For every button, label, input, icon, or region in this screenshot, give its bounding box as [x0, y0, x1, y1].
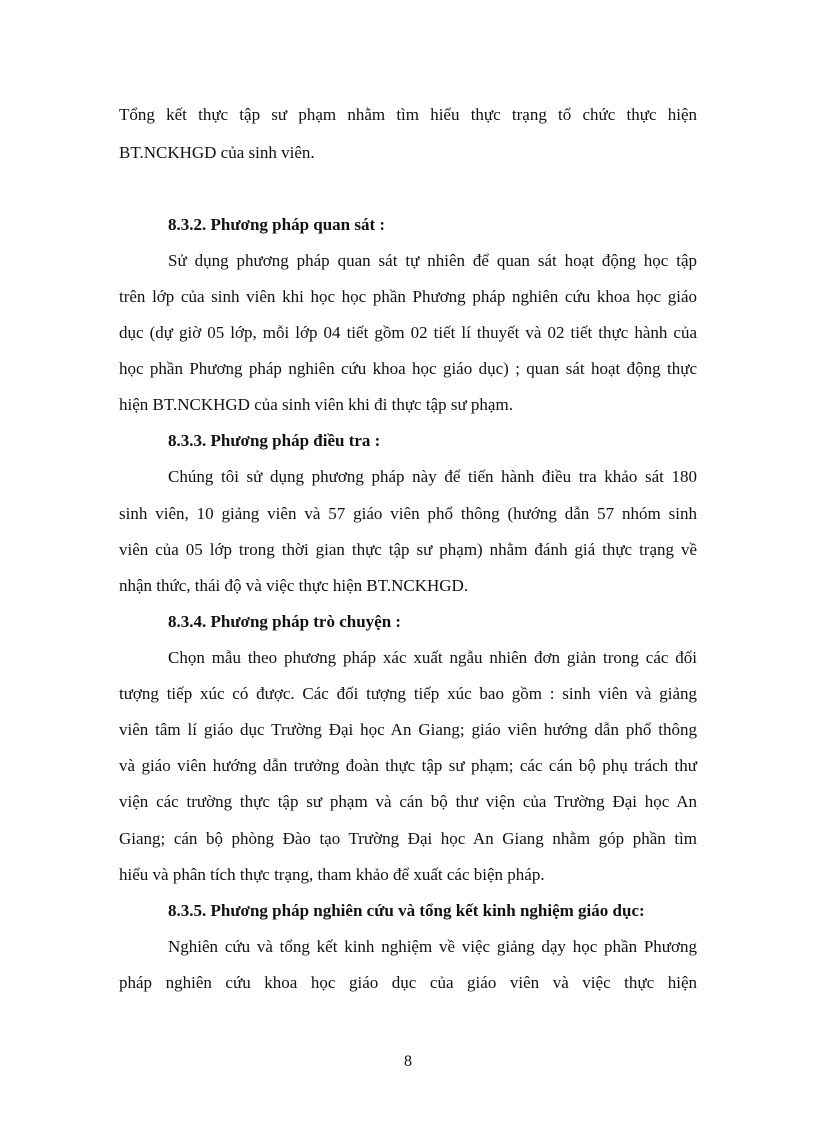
paragraph-line: hiện BT.NCKHGD của sinh viên khi đi thực tập sư phạm.: [119, 395, 513, 414]
section-heading: 8.3.2. Phương pháp quan sát :: [168, 215, 386, 234]
paragraph-line: viện các trường thực tập sư phạm và cán bộ thư viện của Trường Đại học An: [119, 792, 697, 811]
paragraph-line: Giang; cán bộ phòng Đào tạo Trường Đại học An Giang nhằm góp phần tìm: [119, 829, 697, 848]
paragraph-line: hiểu và phân tích thực trạng, tham khảo để xuất các biện pháp.: [119, 865, 545, 884]
paragraph-line: dục (dự giờ 05 lớp, mỗi lớp 04 tiết gồm 02 tiết lí thuyết và 02 tiết thực hành của: [119, 323, 697, 342]
page-number: 8: [404, 1053, 412, 1070]
paragraph-line: Tổng kết thực tập sư phạm nhằm tìm hiểu thực trạng tổ chức thực hiện: [119, 105, 697, 124]
paragraph-line: pháp nghiên cứu khoa học giáo dục của giáo viên và việc thực hiện: [119, 973, 697, 992]
paragraph-line: Chọn mẫu theo phương pháp xác xuất ngẫu nhiên đơn giản trong các đối: [168, 648, 697, 667]
paragraph-line: học phần Phương pháp nghiên cứu khoa học giáo dục) ; quan sát hoạt động thực: [119, 359, 697, 378]
section-heading: 8.3.4. Phương pháp trò chuyện :: [168, 612, 402, 631]
paragraph-line: BT.NCKHGD của sinh viên.: [119, 143, 315, 162]
section-heading: 8.3.3. Phương pháp điều tra :: [168, 431, 381, 450]
paragraph-line: viên của 05 lớp trong thời gian thực tập sư phạm) nhằm đánh giá thực trạng về: [119, 540, 697, 559]
paragraph-line: Sử dụng phương pháp quan sát tự nhiên để quan sát hoạt động học tập: [168, 251, 697, 270]
paragraph-line: và giáo viên hướng dẫn trưởng đoàn thực tập sư phạm; các cán bộ phụ trách thư: [119, 756, 697, 775]
paragraph-line: tượng tiếp xúc có được. Các đối tượng tiếp xúc bao gồm : sinh viên và giảng: [119, 684, 697, 703]
paragraph-line: trên lớp của sinh viên khi học học phần Phương pháp nghiên cứu khoa học giáo: [119, 287, 697, 306]
paragraph-line: Chúng tôi sử dụng phương pháp này để tiến hành điều tra khảo sát 180: [168, 467, 697, 486]
paragraph-line: sinh viên, 10 giảng viên và 57 giáo viên phổ thông (hướng dẫn 57 nhóm sinh: [119, 504, 697, 523]
paragraph-line: Nghiên cứu và tổng kết kinh nghiệm về việc giảng dạy học phần Phương: [168, 937, 697, 956]
section-heading: 8.3.5. Phương pháp nghiên cứu và tổng kết kinh nghiệm giáo dục:: [168, 901, 645, 920]
paragraph-line: viên tâm lí giáo dục Trường Đại học An Giang; giáo viên hướng dẫn phổ thông: [119, 720, 697, 739]
paragraph-line: nhận thức, thái độ và việc thực hiện BT.NCKHGD.: [119, 576, 469, 595]
